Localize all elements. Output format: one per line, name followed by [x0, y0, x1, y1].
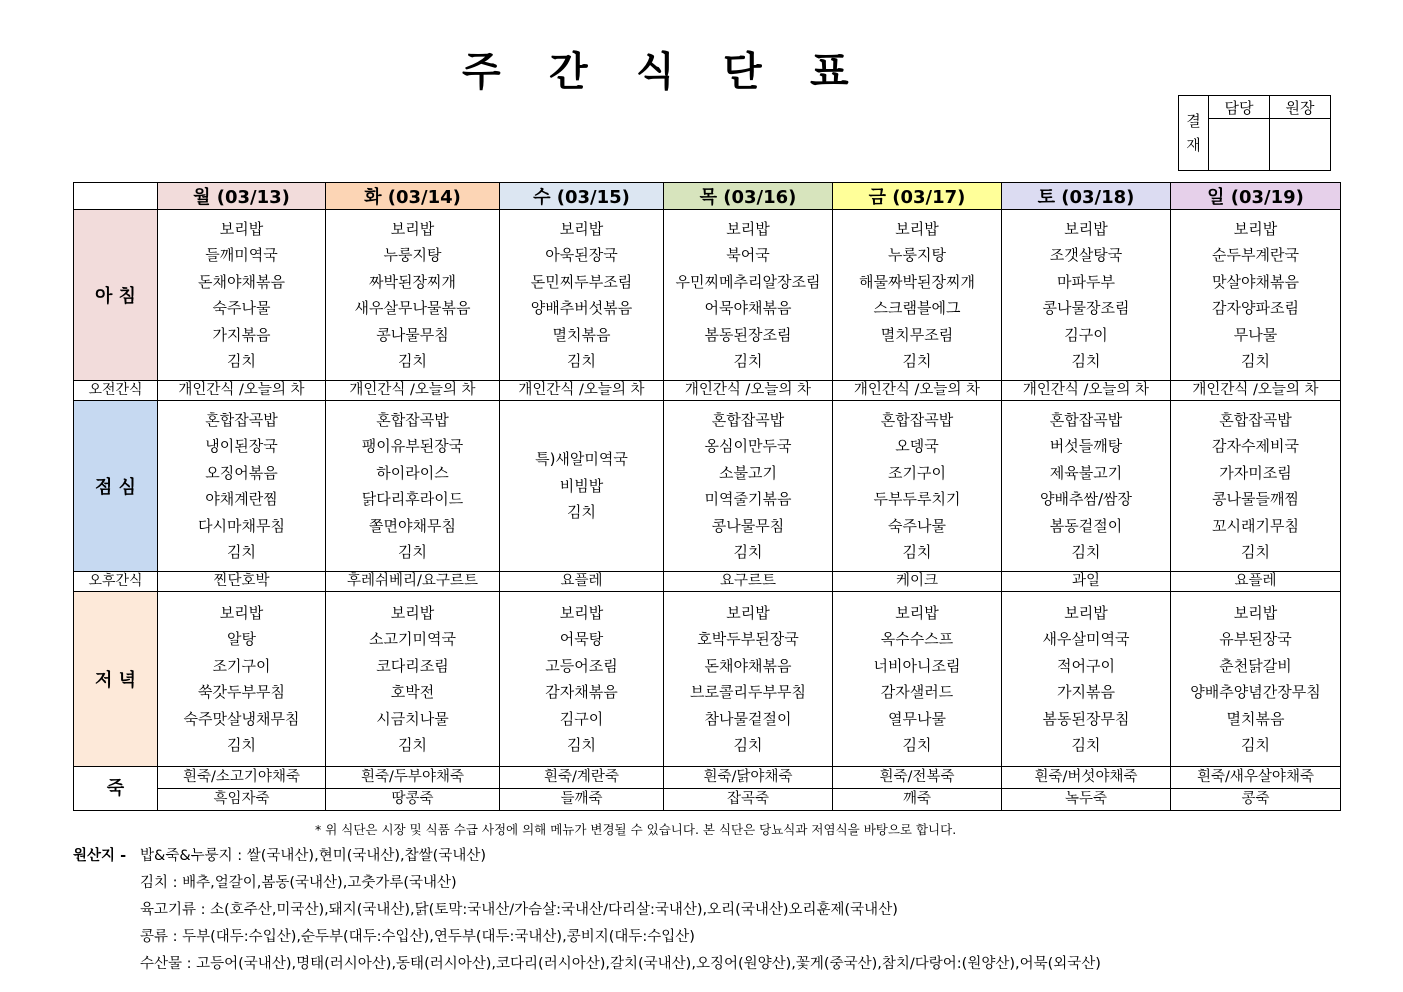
menu-item: 비빔밥: [559, 476, 604, 495]
menu-item: 하이라이스: [376, 463, 449, 482]
dinner-cell: [833, 592, 1002, 767]
menu-item: 시금치나물: [376, 709, 449, 728]
title-char: 주: [462, 49, 501, 95]
pm_snack-cell: 찐단호박: [158, 572, 326, 592]
meal-label-pm-snack: 오후간식: [74, 572, 158, 592]
menu-item: 보리밥: [1233, 603, 1278, 622]
menu-item: 보리밥: [1064, 219, 1108, 238]
title-char: 식: [636, 49, 675, 95]
menu-item: 호박두부된장국: [697, 630, 799, 648]
menu-item: 가지볶음: [1057, 683, 1115, 701]
menu-item: 김치: [227, 352, 256, 370]
menu-item: 미역줄기볶음: [704, 490, 792, 508]
menu-item: 어묵탕: [559, 630, 604, 648]
menu-item: 유부된장국: [1219, 630, 1292, 648]
menu-item: 특)새알미역국: [535, 450, 628, 469]
menu-item: 알탕: [227, 630, 256, 648]
menu-item: 감자샐러드: [880, 683, 954, 701]
menu-item: 혼합잡곡밥: [1219, 410, 1292, 429]
porridge2-cell: 땅콩죽: [326, 789, 500, 811]
menu-item: 가자미조림: [1219, 463, 1292, 482]
menu-item: 혼합잡곡밥: [205, 410, 278, 429]
menu-item: 숙주나물: [212, 299, 271, 317]
meal-label-am-snack: 오전간식: [74, 381, 158, 401]
menu-item: 보리밥: [219, 603, 264, 622]
menu-item: 새우살무나물볶음: [354, 299, 471, 317]
meal-label-dinner: 저 녁: [74, 592, 158, 767]
porridge2-cell: 깨죽: [833, 789, 1002, 811]
am-snack-row: [74, 381, 1341, 401]
menu-item: 보리밥: [559, 219, 604, 238]
menu-item: 오징어볶음: [205, 463, 278, 482]
day-header: 금 (03/17): [833, 183, 1002, 210]
page-title: [462, 40, 862, 95]
porridge-row-1: [74, 767, 1341, 789]
origin-line: 콩류 : 두부(대두:수입산),순두부(대두:수입산),연두부(대두:국내산),콩비지(대두:수입산): [140, 929, 695, 945]
menu-item: 어묵야채볶음: [704, 299, 792, 317]
menu-item: 김치: [567, 503, 596, 522]
menu-item: 김치: [733, 543, 763, 561]
dinner-cell: [500, 592, 664, 767]
menu-item: 쑥갓두부무침: [198, 683, 285, 701]
menu-item: 보리밥: [559, 603, 604, 622]
meal-label-breakfast: 아 침: [74, 210, 158, 381]
porridge1-cell: 흰죽/전복죽: [833, 767, 1002, 789]
menu-item: 봄동된장조림: [704, 325, 792, 344]
origin-line: 밥&죽&누룽지 : 쌀(국내산),현미(국내산),찹쌀(국내산): [140, 848, 487, 864]
menu-item: 냉이된장국: [205, 437, 278, 455]
menu-item: 봄동된장무침: [1042, 709, 1130, 728]
lunch-cell: [500, 401, 664, 572]
menu-item: 보리밥: [726, 603, 770, 622]
menu-item: 김치: [227, 736, 256, 754]
menu-item: 양배추양념간장무침: [1190, 683, 1321, 701]
porridge2-cell: 흑임자죽: [158, 789, 326, 811]
menu-item: 콩나물들깨찜: [1212, 490, 1299, 508]
menu-item: 숙주나물: [888, 516, 946, 535]
menu-item: 콩나물장조림: [1042, 299, 1130, 317]
menu-item: 보리밥: [1233, 219, 1278, 238]
menu-item: 김치: [398, 543, 427, 561]
menu-item: 북어국: [726, 246, 770, 264]
title-char: 단: [723, 49, 762, 95]
menu-item: 브로콜리두부무침: [690, 683, 806, 701]
menu-item: 김치: [1241, 352, 1270, 370]
breakfast-cell: [664, 210, 833, 381]
menu-item: 김치: [902, 736, 932, 754]
lunch-cell: [664, 401, 833, 572]
menu-item: 보리밥: [219, 219, 264, 238]
day-header: 수 (03/15): [500, 183, 664, 210]
menu-item: 들깨미역국: [205, 246, 278, 264]
pm_snack-cell: 요구르트: [664, 572, 833, 592]
menu-item: 참나물겉절이: [704, 709, 792, 728]
menu-item: 돈민찌두부조림: [530, 272, 633, 291]
menu-item: 열무나물: [888, 709, 946, 728]
porridge1-cell: 흰죽/새우살야채죽: [1171, 767, 1341, 789]
dinner-cell: [1171, 592, 1341, 767]
approval-box: [1178, 95, 1331, 171]
breakfast-cell: [1171, 210, 1341, 381]
breakfast-cell: [833, 210, 1002, 381]
dinner-cell: [326, 592, 500, 767]
menu-item: 김치: [1241, 543, 1270, 561]
menu-item: 멸치볶음: [1226, 709, 1285, 728]
menu-item: 두부두루치기: [873, 490, 961, 508]
menu-item: 보리밥: [895, 603, 939, 622]
day-header-row: [74, 183, 1341, 210]
approval-col-manager: 담당: [1209, 96, 1270, 119]
menu-item: 오뎅국: [895, 437, 939, 455]
porridge2-cell: 잡곡죽: [664, 789, 833, 811]
menu-item: 조갯살탕국: [1049, 246, 1123, 264]
menu-item: 김치: [1241, 736, 1270, 754]
menu-item: 꼬시래기무침: [1212, 516, 1299, 535]
menu-item: 마파두부: [1057, 272, 1115, 291]
day-header: 목 (03/16): [664, 183, 833, 210]
menu-item: 소고기미역국: [369, 630, 456, 648]
menu-item: 김치: [567, 352, 596, 370]
menu-item: 김치: [902, 352, 932, 370]
menu-item: 조기구이: [888, 463, 946, 482]
menu-item: 멸치볶음: [552, 325, 611, 344]
menu-item: 춘천닭갈비: [1219, 656, 1292, 675]
day-header: 화 (03/14): [326, 183, 500, 210]
menu-item: 돈채야채볶음: [704, 656, 792, 675]
menu-item: 우민찌메추리알장조림: [675, 272, 821, 291]
approval-side-label: [1179, 96, 1209, 171]
origin-line: 수산물 : 고등어(국내산),명태(러시아산),동태(러시아산),코다리(러시아산),갈치(국내산),오징어(원양산),꽃게(중국산),참치/다랑어:(원양산),어묵(외국산): [140, 956, 1101, 972]
menu-item: 야채계란찜: [205, 490, 278, 508]
approval-sign-manager[interactable]: [1209, 119, 1270, 171]
menu-item: 쫄면야채무침: [369, 516, 456, 535]
menu-item: 김치: [567, 736, 596, 754]
day-header: 월 (03/13): [158, 183, 326, 210]
title-char: 간: [549, 49, 588, 95]
menu-item: 코다리조림: [376, 656, 449, 675]
dinner-cell: [1002, 592, 1171, 767]
breakfast-cell: [1002, 210, 1171, 381]
dinner-row: [74, 592, 1341, 767]
am_snack-cell: 개인간식 /오늘의 차: [833, 381, 1002, 401]
approval-col-director: 원장: [1270, 96, 1331, 119]
menu-item: 콩나물무침: [711, 516, 785, 535]
menu-item: 보리밥: [390, 219, 435, 238]
porridge-row-2: [74, 789, 1341, 811]
dinner-cell: [158, 592, 326, 767]
menu-item: 순두부계란국: [1212, 246, 1299, 264]
menu-item: 돈채야채볶음: [198, 272, 285, 291]
menu-item: 누룽지탕: [888, 246, 946, 264]
menu-item: 감자수제비국: [1212, 437, 1299, 455]
menu-item: 다시마채무침: [198, 516, 285, 535]
menu-item: 봄동겉절이: [1049, 516, 1123, 535]
menu-item: 혼합잡곡밥: [880, 410, 954, 429]
menu-item: 맛살야채볶음: [1212, 272, 1299, 291]
menu-item: 김치: [902, 543, 932, 561]
menu-item: 가지볶음: [212, 325, 271, 344]
approval-side-char: 결: [1186, 112, 1201, 130]
porridge2-cell: 녹두죽: [1002, 789, 1171, 811]
menu-item: 양배추쌈/쌈장: [1040, 490, 1132, 508]
menu-item: 해물짜박된장찌개: [859, 272, 975, 291]
lunch-cell: [1171, 401, 1341, 572]
menu-item: 혼합잡곡밥: [1049, 410, 1123, 429]
menu-item: 김구이: [1064, 325, 1108, 344]
menu-item: 숙주맛살냉채무침: [183, 709, 300, 728]
pm_snack-cell: 과일: [1002, 572, 1171, 592]
menu-item: 김구이: [559, 709, 604, 728]
meal-label-lunch: 점 심: [74, 401, 158, 572]
porridge1-cell: 흰죽/소고기야채죽: [158, 767, 326, 789]
pm_snack-cell: 요플레: [1171, 572, 1341, 592]
menu-item: 스크램블에그: [873, 299, 961, 317]
corner-cell: [74, 183, 158, 210]
menu-item: 너비아니조림: [873, 656, 961, 675]
weekly-menu-table: [73, 182, 1341, 811]
menu-item: 김치: [1071, 352, 1101, 370]
am_snack-cell: 개인간식 /오늘의 차: [664, 381, 833, 401]
pm_snack-cell: 후레쉬베리/요구르트: [326, 572, 500, 592]
menu-item: 혼합잡곡밥: [376, 410, 449, 429]
menu-item: 보리밥: [726, 219, 770, 238]
menu-item: 고등어조림: [545, 656, 618, 675]
breakfast-cell: [500, 210, 664, 381]
pm_snack-cell: 요플레: [500, 572, 664, 592]
menu-item: 무나물: [1233, 325, 1278, 344]
breakfast-row: [74, 210, 1341, 381]
am_snack-cell: 개인간식 /오늘의 차: [1171, 381, 1341, 401]
pm-snack-row: [74, 572, 1341, 592]
menu-item: 새우살미역국: [1042, 630, 1130, 648]
menu-item: 옹심이만두국: [704, 437, 792, 455]
menu-item: 양배추버섯볶음: [530, 299, 633, 317]
menu-item: 팽이유부된장국: [361, 437, 464, 455]
menu-item: 짜박된장찌개: [369, 272, 456, 291]
approval-side-char: 재: [1186, 136, 1201, 154]
title-char: 표: [810, 49, 849, 95]
menu-item: 적어구이: [1057, 656, 1115, 675]
origin-section: [73, 843, 1101, 978]
menu-item: 보리밥: [895, 219, 939, 238]
origin-line: 김치 : 배추,얼갈이,봄동(국내산),고춧가루(국내산): [140, 875, 457, 891]
menu-item: 닭다리후라이드: [361, 490, 464, 508]
menu-item: 누룽지탕: [383, 246, 442, 264]
menu-item: 김치: [1071, 736, 1101, 754]
am_snack-cell: 개인간식 /오늘의 차: [158, 381, 326, 401]
breakfast-cell: [158, 210, 326, 381]
menu-item: 조기구이: [212, 656, 271, 675]
menu-item: 보리밥: [1064, 603, 1108, 622]
lunch-cell: [326, 401, 500, 572]
menu-item: 김치: [398, 736, 427, 754]
dinner-cell: [664, 592, 833, 767]
menu-item: 김치: [733, 736, 763, 754]
lunch-row: [74, 401, 1341, 572]
menu-item: 혼합잡곡밥: [711, 410, 785, 429]
am_snack-cell: 개인간식 /오늘의 차: [326, 381, 500, 401]
porridge2-cell: 콩죽: [1171, 789, 1341, 811]
am_snack-cell: 개인간식 /오늘의 차: [500, 381, 664, 401]
menu-item: 보리밥: [390, 603, 435, 622]
menu-item: 버섯들깨탕: [1049, 437, 1123, 455]
menu-item: 멸치무조림: [880, 325, 954, 344]
menu-item: 소불고기: [719, 463, 777, 482]
porridge1-cell: 흰죽/계란죽: [500, 767, 664, 789]
pm_snack-cell: 케이크: [833, 572, 1002, 592]
notice-text: * 위 식단은 시장 및 식품 수급 사정에 의해 메뉴가 변경될 수 있습니다. 본 식단은 당뇨식과 저염식을 바탕으로 합니다.: [315, 822, 957, 837]
porridge2-cell: 들깨죽: [500, 789, 664, 811]
porridge1-cell: 흰죽/두부야채죽: [326, 767, 500, 789]
origin-label: 원산지 -: [73, 848, 127, 864]
menu-item: 김치: [1071, 543, 1101, 561]
menu-item: 감자채볶음: [545, 683, 618, 701]
menu-item: 아욱된장국: [545, 246, 618, 264]
porridge1-cell: 흰죽/버섯야채죽: [1002, 767, 1171, 789]
menu-item: 제육불고기: [1049, 463, 1123, 482]
menu-item: 옥수수스프: [880, 630, 954, 648]
menu-item: 김치: [227, 543, 256, 561]
menu-item: 호박전: [390, 683, 435, 701]
day-header: 토 (03/18): [1002, 183, 1171, 210]
menu-item: 김치: [398, 352, 427, 370]
meal-label-porridge: 죽: [74, 767, 158, 811]
menu-item: 콩나물무침: [376, 325, 449, 344]
porridge1-cell: 흰죽/닭야채죽: [664, 767, 833, 789]
menu-item: 김치: [733, 352, 763, 370]
origin-line: 육고기류 : 소(호주산,미국산),돼지(국내산),닭(토막:국내산/가슴살:국내산/다리살:국내산),오리(국내산)오리훈제(국내산): [140, 902, 898, 918]
breakfast-cell: [326, 210, 500, 381]
day-header: 일 (03/19): [1171, 183, 1341, 210]
menu-item: 감자양파조림: [1212, 299, 1299, 317]
lunch-cell: [1002, 401, 1171, 572]
approval-sign-director[interactable]: [1270, 119, 1331, 171]
lunch-cell: [158, 401, 326, 572]
am_snack-cell: 개인간식 /오늘의 차: [1002, 381, 1171, 401]
lunch-cell: [833, 401, 1002, 572]
